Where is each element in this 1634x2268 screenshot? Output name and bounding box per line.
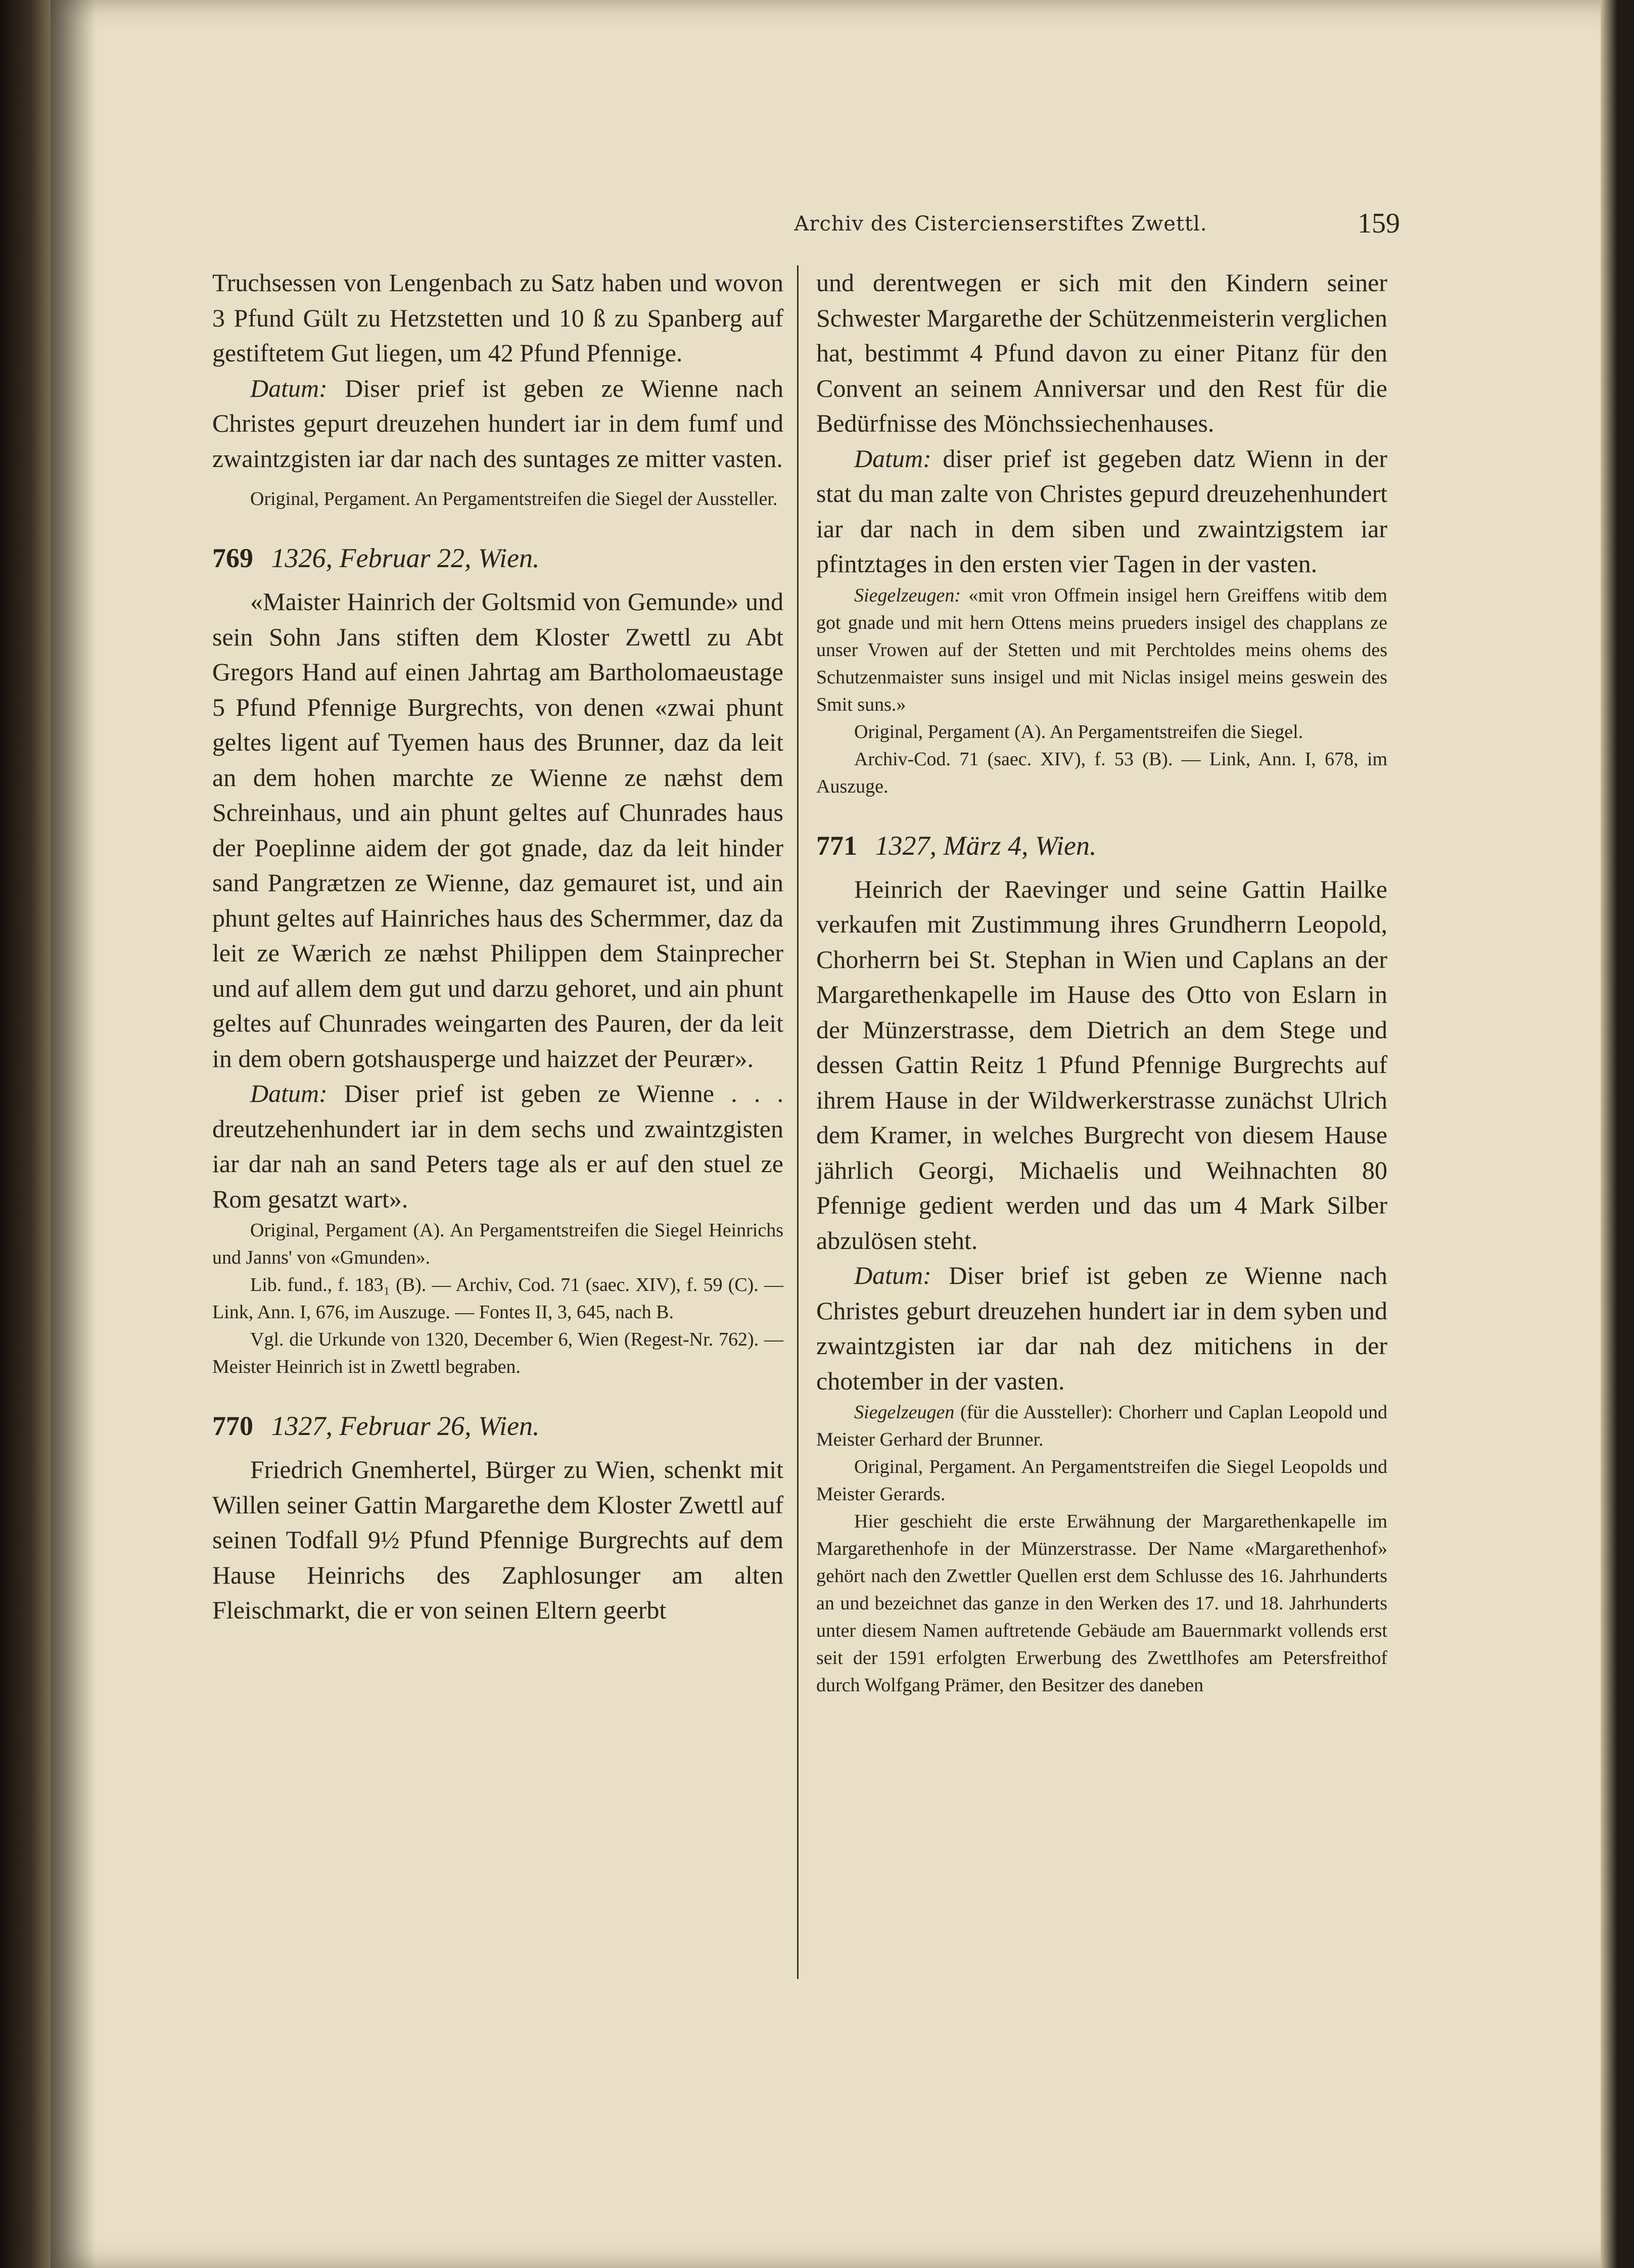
- datum-text: Diser prief ist geben ze Wienne . . . dreutzehenhundert iar in dem sechs und zwaintzgisten iar dar nah an sand Peters tage als er auf den stuel ze Rom gesatzt wart».: [212, 1079, 783, 1213]
- entry-number: 771: [816, 830, 857, 861]
- datum-text: diser prief ist gegeben datz Wienn in der stat du man zalte von Christes gepurd dreuzehenhundert iar dar nach in dem siben und zwaintzigstem iar pfintztages in den ersten vier Tagen in der vasten.: [816, 444, 1387, 578]
- column-divider: [797, 265, 799, 1979]
- datum-label: Datum:: [854, 444, 931, 473]
- page-number: 159: [1358, 208, 1400, 239]
- source-note: Original, Pergament (A). An Pergamentstreifen die Siegel.: [854, 721, 1303, 743]
- siegel-label: Siegelzeugen:: [854, 584, 961, 606]
- left-column: [212, 265, 783, 1628]
- right-column: [816, 265, 1387, 1699]
- datum-paragraph: [212, 371, 783, 477]
- entry-date: 1327, Februar 26, Wien.: [271, 1411, 540, 1441]
- entry-body: «Maister Hainrich der Goltsmid von Gemunde» und sein Sohn Jans stiften dem Kloster Zwettl zu Abt Gregors Hand auf einen Jahrtag am Bartholomaeustage 5 Pfund Pfennige Burgrechts, von denen «zwai phunt geltes ligent auf Tyemen haus des Brunner, daz da leit an dem hohen marchte ze Wienne ze næhst dem Schreinhaus, und ain phunt geltes auf Chunrades haus der Poeplinne aidem der got gnade, daz da leit hinder sand Pangrætzen ze Wienne, daz gemauret ist, und ain phunt geltes auf Hainriches haus des Schermmer, daz da leit ze Wærich ze næhst Philippen dem Stainprecher und auf allem dem gut und darzu gehoret, und ain phunt geltes auf Chunrades weingarten des Pauren, der da leit in dem obern gotshausperge und haizzet der Peurær».: [212, 587, 783, 1073]
- page-edge: [1601, 0, 1617, 2268]
- entry-body: Friedrich Gnemhertel, Bürger zu Wien, schenkt mit Willen seiner Gattin Margarethe dem Kloster Zwettl auf seinen Todfall 9½ Pfund Pfennige Burgrechts auf dem Hause Heinrichs des Zaphlosunger am alten Fleischmarkt, die er von seinen Eltern geerbt: [212, 1455, 783, 1624]
- continued-text: Truchsessen von Lengenbach zu Satz haben und wovon 3 Pfund Gült zu Hetzstetten und 10 ß zu Spanberg auf gestiftetem Gut liegen, um 42 Pfund Pfennige.: [212, 268, 783, 367]
- siegel-label: Siegelzeugen: [854, 1402, 955, 1423]
- entry-number: 770: [212, 1411, 253, 1441]
- datum-label: Datum:: [854, 1261, 931, 1289]
- datum-text: Diser prief ist geben ze Wienne nach Christes gepurt dreuzehen hundert iar in dem fumf und zwaintzgisten iar dar nach des suntages ze mitter vasten.: [212, 374, 783, 473]
- source-note: Original, Pergament. An Pergamentstreifen die Siegel der Aussteller.: [250, 488, 778, 510]
- source-note: Archiv-Cod. 71 (saec. XIV), f. 53 (B). — Link, Ann. I, 678, im Auszuge.: [816, 748, 1387, 797]
- entry-date: 1327, März 4, Wien.: [875, 830, 1097, 861]
- source-note: Original, Pergament. An Pergamentstreifen die Siegel Leopolds und Meister Gerards.: [816, 1456, 1387, 1505]
- fold-shadow: [51, 0, 96, 2268]
- siegel-text: «mit vron Offmein insigel hern Greiffens witib dem got gnade und mit hern Ottens meins prueders insigel des chapplans ze unser Vrowen auf der Stetten und mit Perchtoldes meins ohems des Schutzenmaister suns insigel und mit Niclas insigel meins geswein des Smit suns.»: [816, 584, 1387, 715]
- entry-heading-769: [212, 540, 783, 576]
- datum-label: Datum:: [250, 374, 328, 402]
- continued-text: und derentwegen er sich mit den Kindern seiner Schwester Margarethe der Schützenmeisterin verglichen hat, bestimmt 4 Pfund davon zu einer Pitanz für den Convent an seinem Anniversar und den Rest für die Bedürfnisse des Mönchssiechenhauses.: [816, 268, 1387, 437]
- datum-paragraph: [212, 1076, 783, 1217]
- entry-heading-770: [212, 1408, 783, 1444]
- datum-label: Datum:: [250, 1079, 328, 1107]
- source-note: Hier geschieht die erste Erwähnung der Margarethenkapelle im Margarethenhofe in der Münzerstrasse. Der Name «Margarethenhof» gehört nach den Zwettler Quellen erst dem Schlusse des 16. Jahrhunderts an und bezeichnet das ganze in den Werken des 17. und 18. Jahrhunderts unter diesem Namen auftretende Gebäude am Bauernmarkt vollends erst seit der 1591 erfolgten Erwerbung des Zwettlhofes am Petersfreithof durch Wolfgang Prämer, den Besitzer des daneben: [816, 1511, 1387, 1696]
- entry-date: 1326, Februar 22, Wien.: [271, 543, 540, 573]
- datum-text: Diser brief ist geben ze Wienne nach Christes geburt dreuzehen hundert iar in dem syben und zwaintzgisten iar dar nah dez mitichens in der chotember in der vasten.: [816, 1261, 1387, 1395]
- datum-paragraph: [816, 1258, 1387, 1399]
- entry-number: 769: [212, 543, 253, 573]
- entry-body: Heinrich der Raevinger und seine Gattin Hailke verkaufen mit Zustimmung ihres Grundherrn Leopold, Chorherrn bei St. Stephan in Wien und Caplans an der Margarethenkapelle im Hause des Otto von Eslarn in der Münzerstrasse, dem Dietrich an dem Stege und dessen Gattin Reitz 1 Pfund Pfennige Burgrechts auf ihrem Hause in der Wildwerkerstrasse zunächst Ulrich dem Kramer, in welches Burgrecht von diesem Hause jährlich Georgi, Michaelis und Weihnachten 80 Pfennige gedient werden und das um 4 Mark Silber abzulösen steht.: [816, 874, 1387, 1255]
- book-gutter: [0, 0, 56, 2268]
- siegel-note: [816, 582, 1387, 718]
- siegel-text: (für die Aussteller): Chorherr und Caplan Leopold und Meister Gerhard der Brunner.: [816, 1402, 1387, 1450]
- siegel-note: [816, 1399, 1387, 1453]
- entry-heading-771: [816, 827, 1387, 864]
- running-title: Archiv des Cistercienserstiftes Zwettl.: [794, 212, 1207, 236]
- source-note: Vgl. die Urkunde von 1320, December 6, Wien (Regest-Nr. 762). — Meister Heinrich ist in Zwettl begraben.: [212, 1329, 783, 1377]
- source-note: Original, Pergament (A). An Pergamentstreifen die Siegel Heinrichs und Janns' von «Gmunden».: [212, 1220, 783, 1268]
- datum-paragraph: [816, 441, 1387, 582]
- source-note: Lib. fund., f. 183₁ (B). — Archiv, Cod. 71 (saec. XIV), f. 59 (C). — Link, Ann. I, 676, im Auszuge. — Fontes II, 3, 645, nach B.: [212, 1274, 783, 1323]
